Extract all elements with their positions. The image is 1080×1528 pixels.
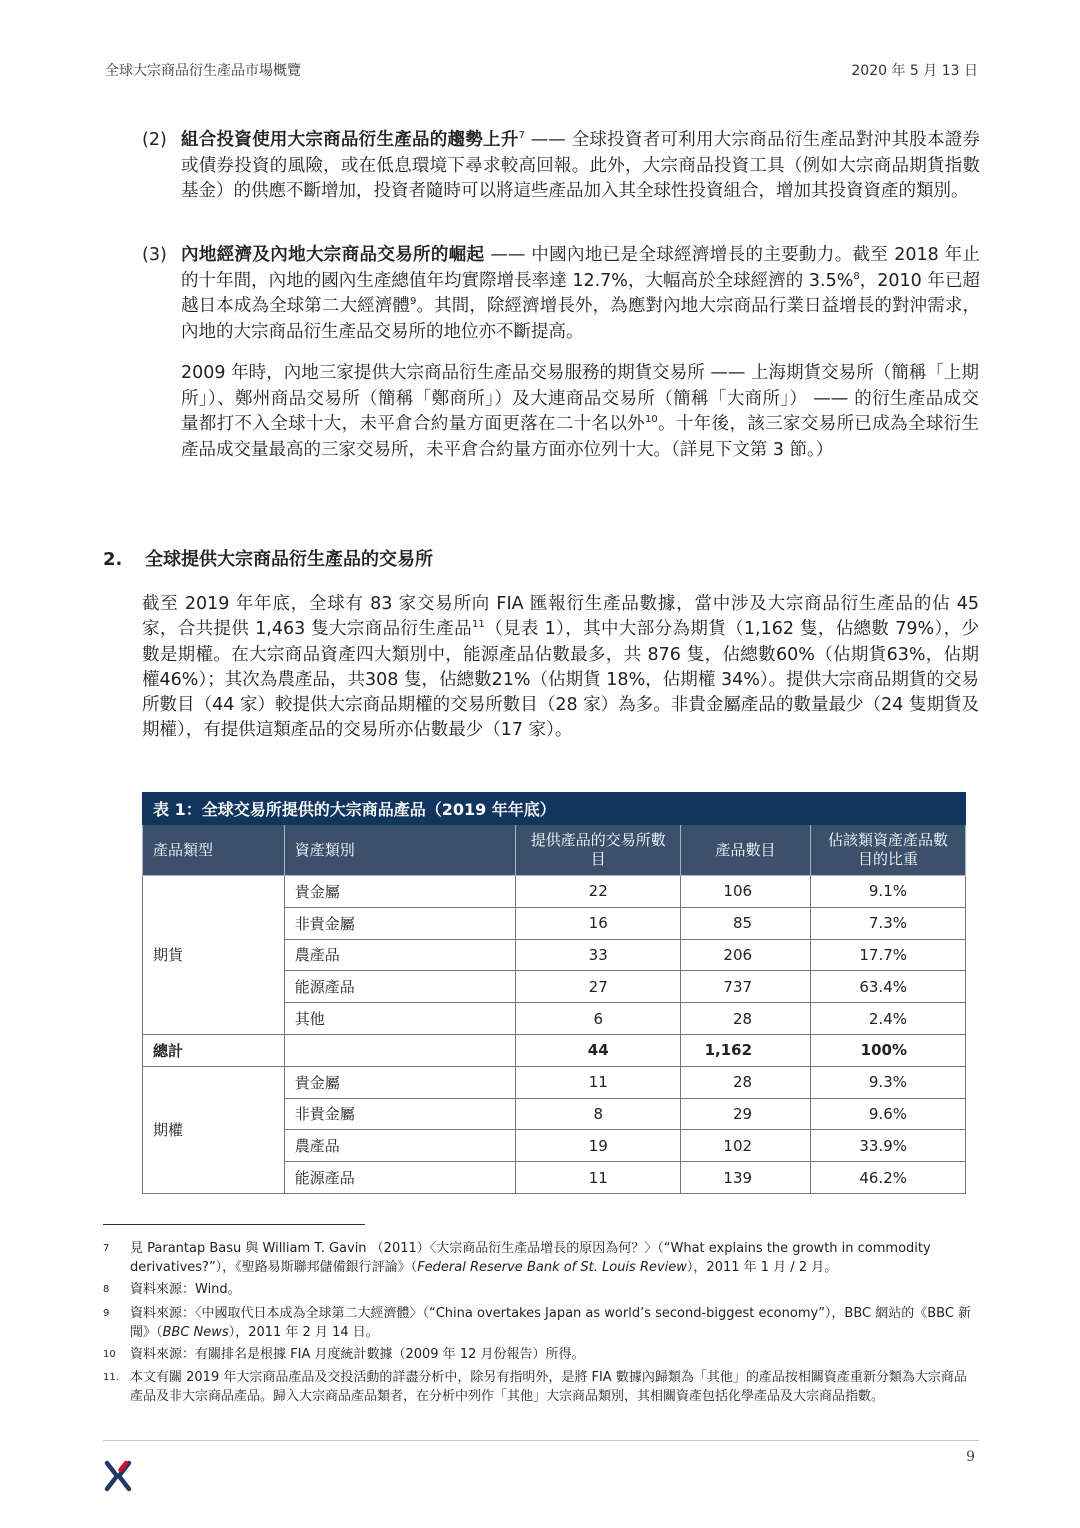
footnote-italic: BBC News (162, 1324, 229, 1340)
total-blank-cell (284, 1034, 516, 1066)
footnote-number: 11. (103, 1372, 119, 1383)
product-count-cell: 29 (681, 1098, 811, 1130)
running-header-date: 2020 年 5 月 13 日 (851, 63, 978, 79)
product-count-cell: 106 (681, 876, 811, 908)
asset-class-cell: 能源產品 (284, 1162, 516, 1194)
table-row (143, 1066, 966, 1098)
footnote-text: 資料來源：〈中國取代日本成為全球第二大經濟體〉（“China overtakes Japan as world’s second-biggest economy”），BBC 網站的《BBC 新聞》（ (130, 1306, 972, 1340)
body-text: 截至 2019 年年底，全球有 83 家交易所向 FIA 匯報衍生產品數據，當中涉及大宗商品衍生產品的佔 45 家，合共提供 1,463 隻大宗商品衍生產品 (142, 594, 979, 640)
hkex-logo-icon (104, 1460, 132, 1492)
footnote-text: ），2011 年 1 月 / 2 月。 (686, 1259, 838, 1275)
footnote-number: 10 (103, 1349, 116, 1360)
share-cell: 46.2% (811, 1162, 966, 1194)
total-product-cell: 1,162 (681, 1034, 811, 1066)
exchange-count-cell: 6 (516, 1003, 681, 1035)
section-title: 全球提供大宗商品衍生產品的交易所 (145, 549, 433, 570)
col-header: 產品數目 (681, 825, 811, 876)
product-count-cell: 737 (681, 971, 811, 1003)
footnote-text: ），2011 年 2 月 14 日。 (228, 1324, 379, 1340)
footnote-divider (103, 1224, 365, 1225)
product-count-cell: 85 (681, 907, 811, 939)
share-cell: 33.9% (811, 1130, 966, 1162)
paragraph-text: 2009 年時，內地三家提供大宗商品衍生產品交易服務的期貨交易所 —— 上海期貨交易所（簡稱「上期所」）、鄭州商品交易所（簡稱「鄭商所」）及大連商品交易所（簡稱「大商所」） —— 的衍生產品成交量都打不入全球十大，未平倉合約量方面更落在二十名以外 (181, 363, 979, 434)
exchange-count-cell: 11 (516, 1066, 681, 1098)
table-header-row (143, 825, 966, 876)
asset-class-cell: 貴金屬 (284, 876, 516, 908)
footnote-text: 資料來源：Wind。 (130, 1282, 241, 1297)
footnote-italic: Federal Reserve Bank of St. Louis Review (417, 1259, 687, 1275)
footer-divider (103, 1440, 979, 1441)
footnote-ref: 7 (518, 130, 525, 142)
list-item-3 (142, 243, 980, 345)
asset-class-cell: 其他 (284, 1003, 516, 1035)
col-header: 資產類別 (284, 825, 516, 876)
product-count-cell: 28 (681, 1066, 811, 1098)
product-count-cell: 139 (681, 1162, 811, 1194)
table-caption: 表 1：全球交易所提供的大宗商品產品（2019 年年底） (143, 793, 966, 825)
footnote-ref: 8 (853, 270, 860, 282)
commodity-products-table (142, 792, 966, 1194)
exchange-count-cell: 33 (516, 939, 681, 971)
asset-class-cell: 農產品 (284, 1130, 516, 1162)
asset-class-cell: 貴金屬 (284, 1066, 516, 1098)
exchange-count-cell: 19 (516, 1130, 681, 1162)
product-type-cell: 期貨 (143, 876, 285, 1035)
asset-class-cell: 非貴金屬 (284, 907, 516, 939)
paragraph-text: 。十年後，該三家交易所已成為全球衍生產品成交量最高的三家交易所，未平倉合約量方面亦位列十大。（詳見下文第 3 節。） (181, 414, 980, 460)
footnote (103, 1369, 979, 1406)
product-count-cell: 102 (681, 1130, 811, 1162)
running-header-title: 全球大宗商品衍生產品市場概覽 (105, 63, 301, 79)
total-label-cell: 總計 (143, 1034, 285, 1066)
exchange-count-cell: 27 (516, 971, 681, 1003)
share-cell: 9.6% (811, 1098, 966, 1130)
col-header: 產品類型 (143, 825, 285, 876)
footnote (103, 1281, 979, 1300)
paragraph-2009 (181, 361, 979, 463)
total-exchange-cell: 44 (516, 1034, 681, 1066)
footnote-ref: 9 (409, 296, 417, 308)
item-text: —— 中國內地已是全球經濟增長的主要動力。截至 2018 年止的十年間，內地的國內生產總值年均實際增長率達 12.7%，大幅高於全球經濟的 3.5% (181, 245, 980, 291)
list-item-2 (142, 128, 980, 205)
exchange-count-cell: 22 (516, 876, 681, 908)
footnote-ref: 10 (645, 414, 658, 426)
list-number: (2) (142, 130, 167, 150)
product-count-cell: 28 (681, 1003, 811, 1035)
item-text: 。其間，除經濟增長外，為應對內地大宗商品行業日益增長的對沖需求，內地的大宗商品衍生產品交易所的地位亦不斷提高。 (181, 296, 981, 342)
asset-class-cell: 能源產品 (284, 971, 516, 1003)
section-body (142, 592, 979, 744)
footnote (103, 1240, 979, 1277)
exchange-count-cell: 11 (516, 1162, 681, 1194)
footnote (103, 1305, 979, 1342)
item-text: ，2010 年已超越日本成為全球第二大經濟體 (181, 270, 980, 316)
page-number: 9 (966, 1449, 975, 1465)
footnote-number: 7 (103, 1243, 110, 1254)
table-total-row (143, 1034, 966, 1066)
asset-class-cell: 農產品 (284, 939, 516, 971)
footnote-ref: 11 (471, 619, 485, 631)
section-heading (103, 545, 433, 571)
footnote (103, 1346, 979, 1365)
asset-class-cell: 非貴金屬 (284, 1098, 516, 1130)
section-number: 2. (103, 549, 123, 570)
product-count-cell: 206 (681, 939, 811, 971)
footnote-text: 見 Parantap Basu 與 William T. Gavin （2011）〈大宗商品衍生產品增長的原因為何？〉（“What explains the growth in commodity derivatives?”），《聖路易斯聯邦儲備銀行評論》（ (130, 1241, 931, 1275)
share-cell: 17.7% (811, 939, 966, 971)
item-heading: 內地經濟及內地大宗商品交易所的崛起 (181, 245, 485, 265)
product-type-cell: 期權 (143, 1066, 285, 1193)
col-header: 提供產品的交易所數目 (516, 825, 681, 876)
list-number: (3) (142, 245, 167, 265)
share-cell: 63.4% (811, 971, 966, 1003)
footnote-text: 資料來源：有關排名是根據 FIA 月度統計數據（2009 年 12 月份報告）所得。 (130, 1347, 585, 1362)
exchange-count-cell: 16 (516, 907, 681, 939)
item-heading: 組合投資使用大宗商品衍生產品的趨勢上升 (181, 130, 519, 150)
table-row (143, 876, 966, 908)
footnote-number: 8 (103, 1284, 110, 1295)
footnote-text: 本文有關 2019 年大宗商品產品及交投活動的詳盡分析中，除另有指明外，是將 FIA 數據內歸類為「其他」的產品按相關資產重新分類為大宗商品產品及非大宗商品產品。歸入大宗商品產品類者，在分析中列作「其他」大宗商品類別，其相關資產包括化學產品及大宗商品指數。 (130, 1370, 967, 1404)
footnote-number: 9 (103, 1308, 110, 1319)
exchange-count-cell: 8 (516, 1098, 681, 1130)
item-text: —— 全球投資者可利用大宗商品衍生產品對沖其股本證券或債券投資的風險，或在低息環境下尋求較高回報。此外，大宗商品投資工具（例如大宗商品期貨指數基金）的供應不斷增加，投資者隨時可以將這些產品加入其全球性投資組合，增加其投資資產的類別。 (181, 130, 981, 201)
total-share-cell: 100% (811, 1034, 966, 1066)
share-cell: 7.3% (811, 907, 966, 939)
share-cell: 9.1% (811, 876, 966, 908)
col-header: 佔該類資產產品數目的比重 (811, 825, 966, 876)
body-text: （見表 1），其中大部分為期貨（1,162 隻，佔總數 79%），少數是期權。在大宗商品資產四大類別中，能源產品佔數最多，共 876 隻，佔總數60%（佔期貨63%，佔期權46%）；其次為農產品，共308 隻，佔總數21%（佔期貨 18%，佔期權 34%）。提供大宗商品期貨的交易所數目（44 家）較提供大宗商品期權的交易所數目（28 家）為多。非貴金屬產品的數量最少（24 隻期貨及期權），有提供這類產品的交易所亦佔數最少（17 家）。 (142, 619, 979, 741)
share-cell: 9.3% (811, 1066, 966, 1098)
share-cell: 2.4% (811, 1003, 966, 1035)
